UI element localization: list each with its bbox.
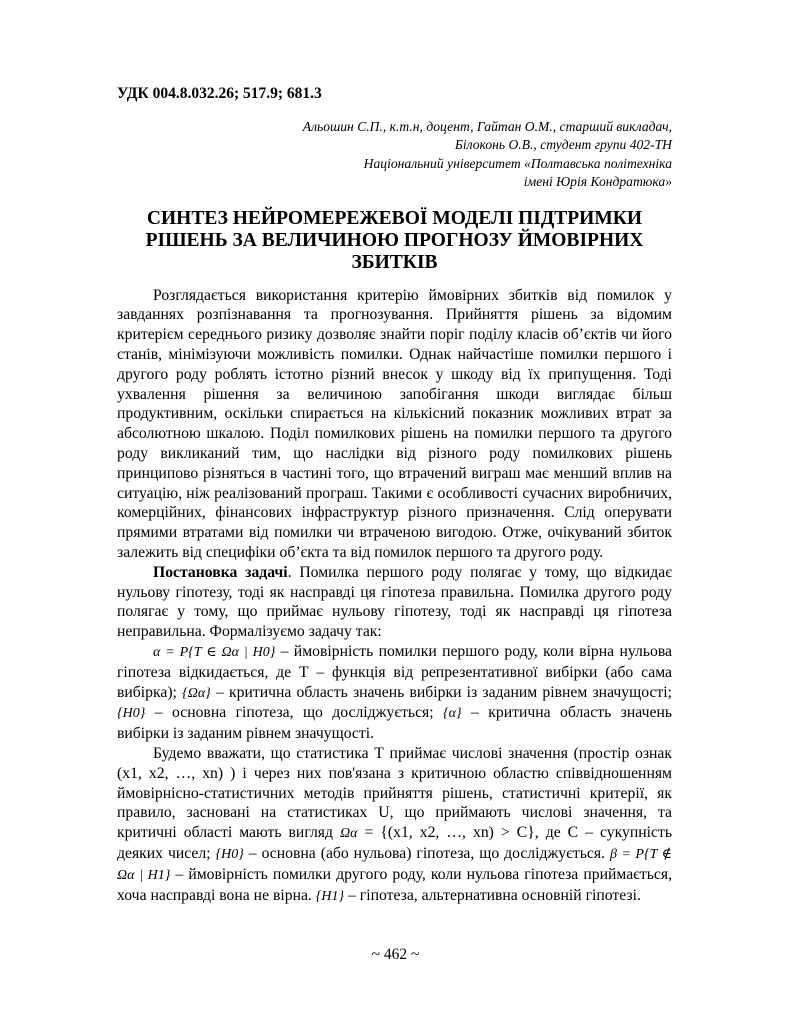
h0-set: {H0} (117, 706, 146, 722)
problem-statement-text: . Помилка першого роду полягає у тому, що відкидає нульову гіпотезу, тоді як насправді ця гіпотеза правильна. Помилка другого роду полягає у тому, що приймає нульову гіпотезу, тоді як насправді ця гіпотеза неправильна. Формалізуємо задачу так: (117, 563, 672, 641)
statistics-text-e: – гіпотеза, альтернативна основній гіпотезі. (344, 886, 641, 904)
formula-1-text-a: – ймовірність помилки першого роду, коли вірна нульова гіпотеза відкидається, де Т – функція від репрезентативної вибірки (або сама вибірка); (117, 642, 672, 701)
article-body (117, 286, 672, 907)
statistics-text-a: Будемо вважати, що статистика Т приймає числові значення (простір ознак (x1, x2, …, xn) ) і через них пов'язана з критичною областю співвідношенням ймовірнісно-статистичних методів прийняття рішень, статистичні критерії, як правило, засновані на статистиках U, що приймають числові значення, та критичні області мають вигляд (117, 744, 672, 842)
page-number: ~ 462 ~ (371, 946, 420, 963)
omega-alpha-symbol: Ωα (340, 826, 358, 842)
formula-1-text-b: – критична область значень вибірки із заданим рівнем значущості; (210, 683, 672, 701)
author-line-1: Альошин С.П., к.т.н, доцент, Гайтан О.М., старший викладач, (302, 119, 672, 134)
affiliation-line-1: Національний університет «Полтавська політехніка (363, 155, 672, 171)
problem-statement-heading: Постановка задачі (153, 563, 288, 581)
abstract-paragraph: Розглядається використання критерію ймовірних збитків від помилок у завданнях розпізнавання та прогнозування. Прийняття рішень за відомим критерієм середнього ризику дозволяє знайти поріг поділу класів об’єктів чи його станів, мінімізуючи можливість помилки. Однак найчастіше помилки першого і другого роду роблять істотно різний внесок у шкоду від їх припущення. Тоді ухвалення рішення за величиною запобігання шкоди виглядає більш продуктивним, оскільки спирається на кількісний показник можливих втрат за абсолютною шкалою. Поділ помилкових рішень на помилки першого та другого роду викликаний тим, що наслідки від різного роду помилкових рішень принципово різняться в частині того, що втрачений виграш має менший вплив на ситуацію, ніж реалізований програш. Такими є особливості сучасних виробничих, комерційних, фінансових інфраструктур різного призначення. Слід оперувати прямими втратами від помилки чи втраченою вигодою. Отже, очікуваний збиток залежить від специфіки об’єкта та від помилок першого та другого роду. (117, 286, 672, 561)
h0-set-2: {H0} (215, 846, 244, 862)
statistics-text-c: – основна (або нульова) гіпотеза, що досліджується. (243, 844, 610, 862)
author-line-2: Білоконь О.В., студент групи 402-ТН (454, 137, 672, 153)
formula-paragraph-1 (117, 642, 672, 744)
omega-set: {Ωα} (182, 685, 211, 701)
title-line-1: СИНТЕЗ НЕЙРОМЕРЕЖЕВОЇ МОДЕЛІ ПІДТРИМКИ (146, 207, 643, 229)
article (117, 84, 672, 906)
h1-set: {H1} (315, 888, 345, 904)
title-line-3: ЗБИТКІВ (351, 251, 438, 273)
author-block (117, 118, 672, 192)
alpha-formula: α = P{T ∈ Ωα | H0} (153, 644, 276, 660)
beta-formula: β = P{T ∉ Ωα | H1} (117, 846, 672, 883)
problem-statement-paragraph (117, 563, 672, 642)
statistics-text-d: – ймовірність помилки другого роду, коли нульова гіпотеза приймається, хоча насправді вона не вірна. (117, 865, 672, 904)
alpha-set: {α} (443, 706, 462, 722)
statistics-paragraph (117, 744, 672, 906)
formula-1-text-d: – критична область значень вибірки із заданим рівнем значущості. (117, 704, 672, 743)
affiliation-line-2: імені Юрія Кондратюка» (523, 174, 672, 190)
formula-1-text-c: – основна гіпотеза, що досліджується; (145, 704, 444, 722)
title-line-2: РІШЕНЬ ЗА ВЕЛИЧИНОЮ ПРОГНОЗУ ЙМОВІРНИХ (145, 229, 644, 251)
statistics-text-b: = {(x1, x2, …, xn) > C}, де С – сукупність деяких чисел; (117, 824, 672, 862)
udc-code: УДК 004.8.032.26; 517.9; 681.3 (117, 85, 322, 102)
article-title (117, 208, 672, 274)
